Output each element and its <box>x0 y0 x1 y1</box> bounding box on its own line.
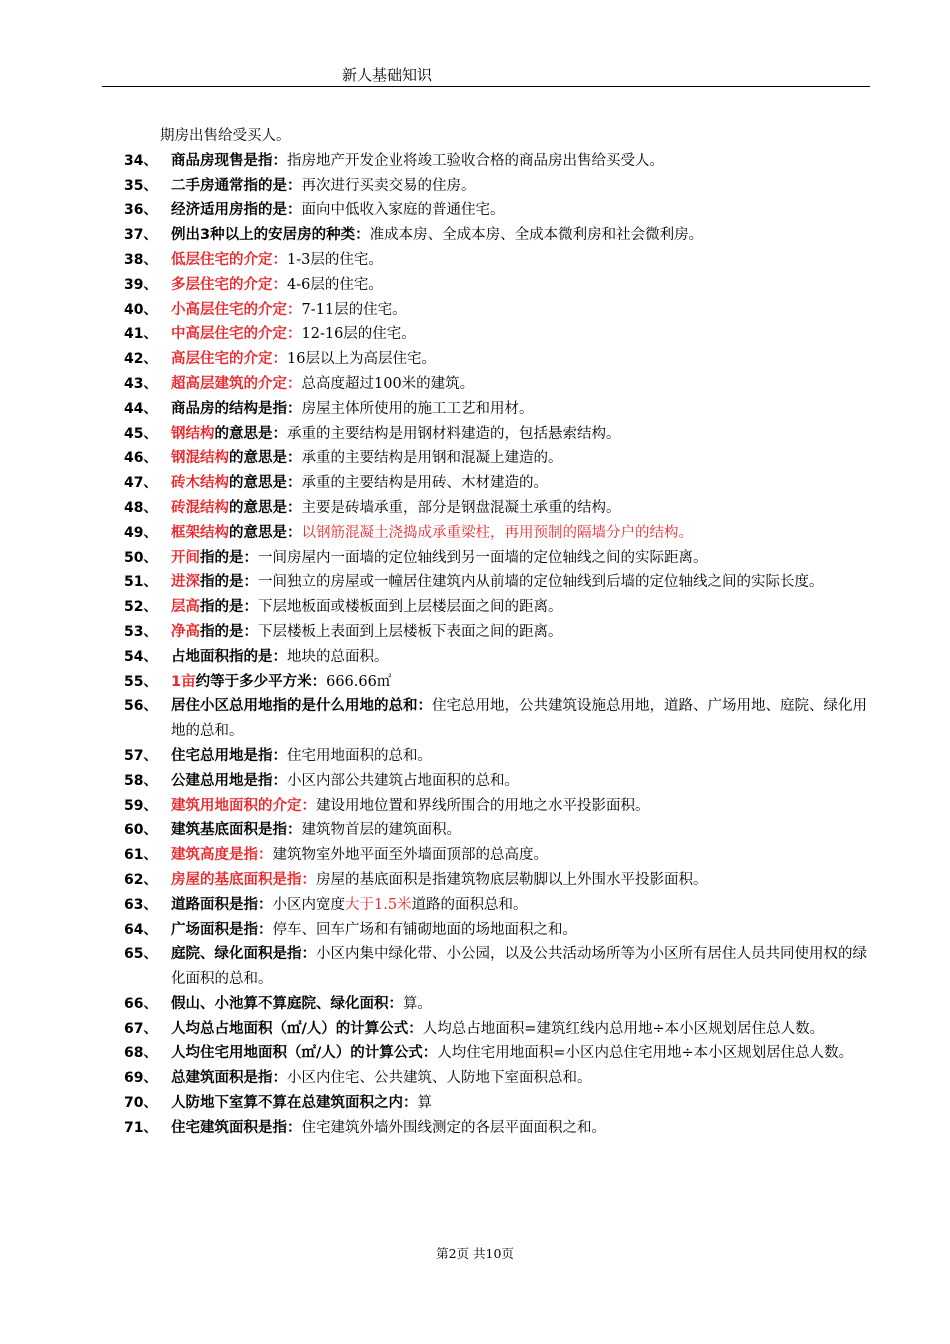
item-definition: 主要是砖墙承重，部分是钢盘混凝土承重的结构。 <box>301 499 621 516</box>
item-number: 39、 <box>124 276 158 293</box>
item-number: 37、 <box>124 227 158 244</box>
list-item <box>124 744 869 769</box>
item-definition: 指房地产开发企业将竣工验收合格的商品房出售给买受人。 <box>287 152 664 169</box>
item-term: 总建筑面积是指： <box>171 1070 287 1087</box>
list-item <box>124 546 869 571</box>
item-number: 67、 <box>124 1020 158 1037</box>
list-item <box>124 521 869 546</box>
item-term: 净高 <box>171 623 200 640</box>
item-definition: 住宅建筑外墙外围线测定的各层平面面积之和。 <box>301 1119 606 1136</box>
item-definition: 道路的面积总和。 <box>411 896 528 913</box>
item-definition: 算 <box>417 1095 432 1112</box>
list-item <box>124 893 869 918</box>
item-definition: 小区内宽度 <box>272 896 345 913</box>
item-term: 砖木结构 <box>171 475 229 492</box>
item-definition: 7-11层的住宅。 <box>301 301 407 318</box>
item-definition: 下层地板面或楼板面到上层楼层面之间的距离。 <box>258 599 563 616</box>
list-item <box>124 843 869 868</box>
item-number: 38、 <box>124 251 158 268</box>
continued-line: 期房出售给受买人。 <box>160 128 291 144</box>
item-term: 框架结构 <box>171 524 229 541</box>
item-term: 1亩 <box>171 673 196 690</box>
item-text <box>124 1017 869 1042</box>
item-text <box>124 918 869 943</box>
item-text <box>124 372 869 397</box>
item-definition: 建筑物室外地平面至外墙面顶部的总高度。 <box>272 847 548 864</box>
item-text <box>124 893 869 918</box>
item-definition: 准成本房、全成本房、全成本微利房和社会微利房。 <box>369 227 704 244</box>
item-term: 二手房通常指的是： <box>171 177 302 194</box>
item-number: 66、 <box>124 995 158 1012</box>
item-term: 广场面积是指： <box>171 921 273 938</box>
item-term: 的意思是： <box>229 524 302 541</box>
item-text <box>124 298 869 323</box>
item-text <box>124 149 869 174</box>
item-definition: 总高度超过100米的建筑。 <box>301 375 475 392</box>
item-term: 指的是： <box>200 623 258 640</box>
item-definition: 面向中低收入家庭的普通住宅。 <box>301 202 505 219</box>
item-text <box>124 397 869 422</box>
list-item <box>124 918 869 943</box>
list-item <box>124 471 869 496</box>
item-text <box>124 694 869 744</box>
item-term: 超高层建筑的介定： <box>171 375 302 392</box>
item-term: 的意思是： <box>229 450 302 467</box>
item-number: 70、 <box>124 1095 158 1112</box>
list-item <box>124 992 869 1017</box>
item-number: 59、 <box>124 797 158 814</box>
item-term: 小高层住宅的介定： <box>171 301 302 318</box>
item-text <box>124 818 869 843</box>
list-item <box>124 868 869 893</box>
item-term: 居住小区总用地指的是什么用地的总和： <box>171 698 432 715</box>
item-text <box>124 1091 869 1116</box>
item-text <box>124 570 869 595</box>
item-text <box>124 546 869 571</box>
item-definition: 人均住宅用地面积=小区内总住宅用地÷本小区规划居住总人数。 <box>437 1045 854 1062</box>
item-text <box>124 223 869 248</box>
item-term: 层高 <box>171 599 200 616</box>
item-term: 的意思是： <box>229 475 302 492</box>
item-term: 住宅建筑面积是指： <box>171 1119 302 1136</box>
item-number: 62、 <box>124 871 158 888</box>
item-definition: 房屋主体所使用的施工工艺和用材。 <box>301 400 534 417</box>
item-number: 55、 <box>124 673 158 690</box>
item-definition: 房屋的基底面积是指建筑物底层勒脚以上外围水平投影面积。 <box>316 871 708 888</box>
item-number: 68、 <box>124 1045 158 1062</box>
item-text <box>124 322 869 347</box>
item-text <box>124 645 869 670</box>
item-number: 45、 <box>124 425 158 442</box>
item-number: 63、 <box>124 896 158 913</box>
item-text <box>124 794 869 819</box>
list-item <box>124 620 869 645</box>
item-term: 中高层住宅的介定： <box>171 326 302 343</box>
item-term: 商品房现售是指： <box>171 152 287 169</box>
item-text <box>124 248 869 273</box>
item-text <box>124 1066 869 1091</box>
item-number: 54、 <box>124 648 158 665</box>
list-item <box>124 1041 869 1066</box>
list-item <box>124 496 869 521</box>
item-term: 的意思是： <box>229 499 302 516</box>
item-term: 例出3种以上的安居房的种类： <box>171 227 370 244</box>
item-number: 43、 <box>124 375 158 392</box>
item-text <box>124 595 869 620</box>
item-term: 庭院、绿化面积是指： <box>171 946 316 963</box>
item-definition: 算。 <box>403 995 432 1012</box>
item-number: 58、 <box>124 772 158 789</box>
item-definition: 再次进行买卖交易的住房。 <box>301 177 476 194</box>
item-definition: 承重的主要结构是用砖、木材建造的。 <box>301 475 548 492</box>
item-term: 占地面积指的是： <box>171 648 287 665</box>
list-item <box>124 670 869 695</box>
item-term: 房屋的基底面积是指： <box>171 871 316 888</box>
item-term: 人均住宅用地面积（㎡/人）的计算公式： <box>171 1045 438 1062</box>
item-definition: 住宅用地面积的总和。 <box>287 747 432 764</box>
item-definition: 1-3层的住宅。 <box>287 251 383 268</box>
item-number: 49、 <box>124 524 158 541</box>
list-item <box>124 942 869 992</box>
item-number: 47、 <box>124 475 158 492</box>
item-text <box>124 1116 869 1141</box>
definition-list <box>124 149 869 1141</box>
item-text <box>124 769 869 794</box>
item-text <box>124 446 869 471</box>
document-body <box>124 124 869 1141</box>
list-item <box>124 446 869 471</box>
item-definition: 以钢筋混凝土浇捣成承重梁柱，再用预制的隔墙分户的结构。 <box>301 524 693 541</box>
item-definition: 下层楼板上表面到上层楼板下表面之间的距离。 <box>258 623 563 640</box>
item-definition: 建设用地位置和界线所围合的用地之水平投影面积。 <box>316 797 650 814</box>
page-header <box>102 62 870 87</box>
item-text <box>124 198 869 223</box>
list-item <box>124 372 869 397</box>
item-number: 35、 <box>124 177 158 194</box>
item-definition: 小区内住宅、公共建筑、人防地下室面积总和。 <box>287 1070 592 1087</box>
item-term: 人防地下室算不算在总建筑面积之内： <box>171 1095 418 1112</box>
item-term: 指的是： <box>200 549 258 566</box>
item-definition: 人均总占地面积=建筑红线内总用地÷本小区规划居住总人数。 <box>422 1020 825 1037</box>
item-term: 进深 <box>171 574 200 591</box>
item-text <box>124 496 869 521</box>
item-definition: 承重的主要结构是用钢材料建造的，包括悬索结构。 <box>287 425 621 442</box>
item-definition: 12-16层的住宅。 <box>301 326 416 343</box>
item-definition: 16层以上为高层住宅。 <box>287 351 436 368</box>
item-text <box>124 744 869 769</box>
list-item <box>124 347 869 372</box>
item-number: 40、 <box>124 301 158 318</box>
item-term: 砖混结构 <box>171 499 229 516</box>
item-number: 57、 <box>124 747 158 764</box>
item-text <box>124 868 869 893</box>
item-number: 36、 <box>124 202 158 219</box>
item-text <box>124 992 869 1017</box>
list-item <box>124 1116 869 1141</box>
list-item <box>124 273 869 298</box>
page-footer: 第2页 共10页 <box>436 1246 514 1261</box>
item-definition: 停车、回车广场和有铺砌地面的场地面积之和。 <box>272 921 577 938</box>
item-text <box>124 273 869 298</box>
item-number: 51、 <box>124 574 158 591</box>
item-text <box>124 521 869 546</box>
item-number: 64、 <box>124 921 158 938</box>
list-item <box>124 397 869 422</box>
item-number: 34、 <box>124 152 158 169</box>
item-term: 建筑用地面积的介定： <box>171 797 316 814</box>
list-item <box>124 149 869 174</box>
item-term: 低层住宅的介定： <box>171 251 287 268</box>
item-number: 44、 <box>124 400 158 417</box>
list-item <box>124 595 869 620</box>
item-text <box>124 1041 869 1066</box>
item-definition: 承重的主要结构是用钢和混凝上建造的。 <box>301 450 563 467</box>
item-definition: 地块的总面积。 <box>287 648 389 665</box>
item-term: 钢混结构 <box>171 450 229 467</box>
item-number: 56、 <box>124 698 158 715</box>
item-number: 60、 <box>124 822 158 839</box>
item-definition: 一间独立的房屋或一幢居住建筑内从前墙的定位轴线到后墙的定位轴线之间的实际长度。 <box>258 574 824 591</box>
list-item <box>124 422 869 447</box>
item-number: 42、 <box>124 351 158 368</box>
item-text <box>124 620 869 645</box>
item-definition: 住宅总用地，公共建筑设施总用地，道路、广场用地、庭院、绿化用地的总和。 <box>171 698 867 740</box>
header-title: 新人基础知识 <box>342 66 433 84</box>
item-term: 约等于多少平方米： <box>195 673 327 690</box>
item-term: 指的是： <box>200 574 258 591</box>
item-term: 人均总占地面积（㎡/人）的计算公式： <box>171 1020 423 1037</box>
item-term: 钢结构 <box>171 425 215 442</box>
item-term: 高层住宅的介定： <box>171 351 287 368</box>
item-term: 假山、小池算不算庭院、绿化面积： <box>171 995 403 1012</box>
item-term: 经济适用房指的是： <box>171 202 302 219</box>
item-term: 公建总用地是指： <box>171 772 287 789</box>
item-number: 61、 <box>124 847 158 864</box>
list-item <box>124 1091 869 1116</box>
item-term: 指的是： <box>200 599 258 616</box>
item-number: 52、 <box>124 599 158 616</box>
item-definition: 小区内部公共建筑占地面积的总和。 <box>287 772 519 789</box>
item-number: 65、 <box>124 946 158 963</box>
list-item <box>124 223 869 248</box>
item-term: 建筑高度是指： <box>171 847 273 864</box>
item-definition: 小区内集中绿化带、小公园，以及公共活动场所等为小区所有居住人员共同使用权的绿化面积的总和。 <box>171 946 867 988</box>
item-term: 住宅总用地是指： <box>171 747 287 764</box>
list-item <box>124 570 869 595</box>
item-number: 46、 <box>124 450 158 467</box>
list-item <box>124 198 869 223</box>
item-number: 71、 <box>124 1119 158 1136</box>
list-item <box>124 248 869 273</box>
list-item <box>124 818 869 843</box>
item-definition: 4-6层的住宅。 <box>287 276 383 293</box>
item-definition: 建筑物首层的建筑面积。 <box>301 822 461 839</box>
list-item <box>124 769 869 794</box>
item-text <box>124 471 869 496</box>
item-term: 道路面积是指： <box>171 896 273 913</box>
item-number: 53、 <box>124 623 158 640</box>
list-item <box>124 645 869 670</box>
list-item <box>124 694 869 744</box>
list-item <box>124 1066 869 1091</box>
item-term: 的意思是： <box>214 425 287 442</box>
list-item <box>124 794 869 819</box>
item-text <box>124 670 869 695</box>
item-term: 开间 <box>171 549 200 566</box>
item-text <box>124 347 869 372</box>
item-definition: 一间房屋内一面墙的定位轴线到另一面墙的定位轴线之间的实际距离。 <box>258 549 708 566</box>
item-number: 41、 <box>124 326 158 343</box>
list-item <box>124 1017 869 1042</box>
item-term: 多层住宅的介定： <box>171 276 287 293</box>
item-text <box>124 843 869 868</box>
item-text <box>124 174 869 199</box>
item-number: 48、 <box>124 499 158 516</box>
list-item <box>124 298 869 323</box>
list-item <box>124 322 869 347</box>
item-number: 50、 <box>124 549 158 566</box>
item-term: 建筑基底面积是指： <box>171 822 302 839</box>
item-text <box>124 422 869 447</box>
list-item <box>124 174 869 199</box>
item-definition: 大于1.5米 <box>345 896 412 913</box>
item-text <box>124 942 869 992</box>
item-term: 商品房的结构是指： <box>171 400 302 417</box>
item-number: 69、 <box>124 1070 158 1087</box>
item-definition: 666.66㎡ <box>326 673 392 690</box>
